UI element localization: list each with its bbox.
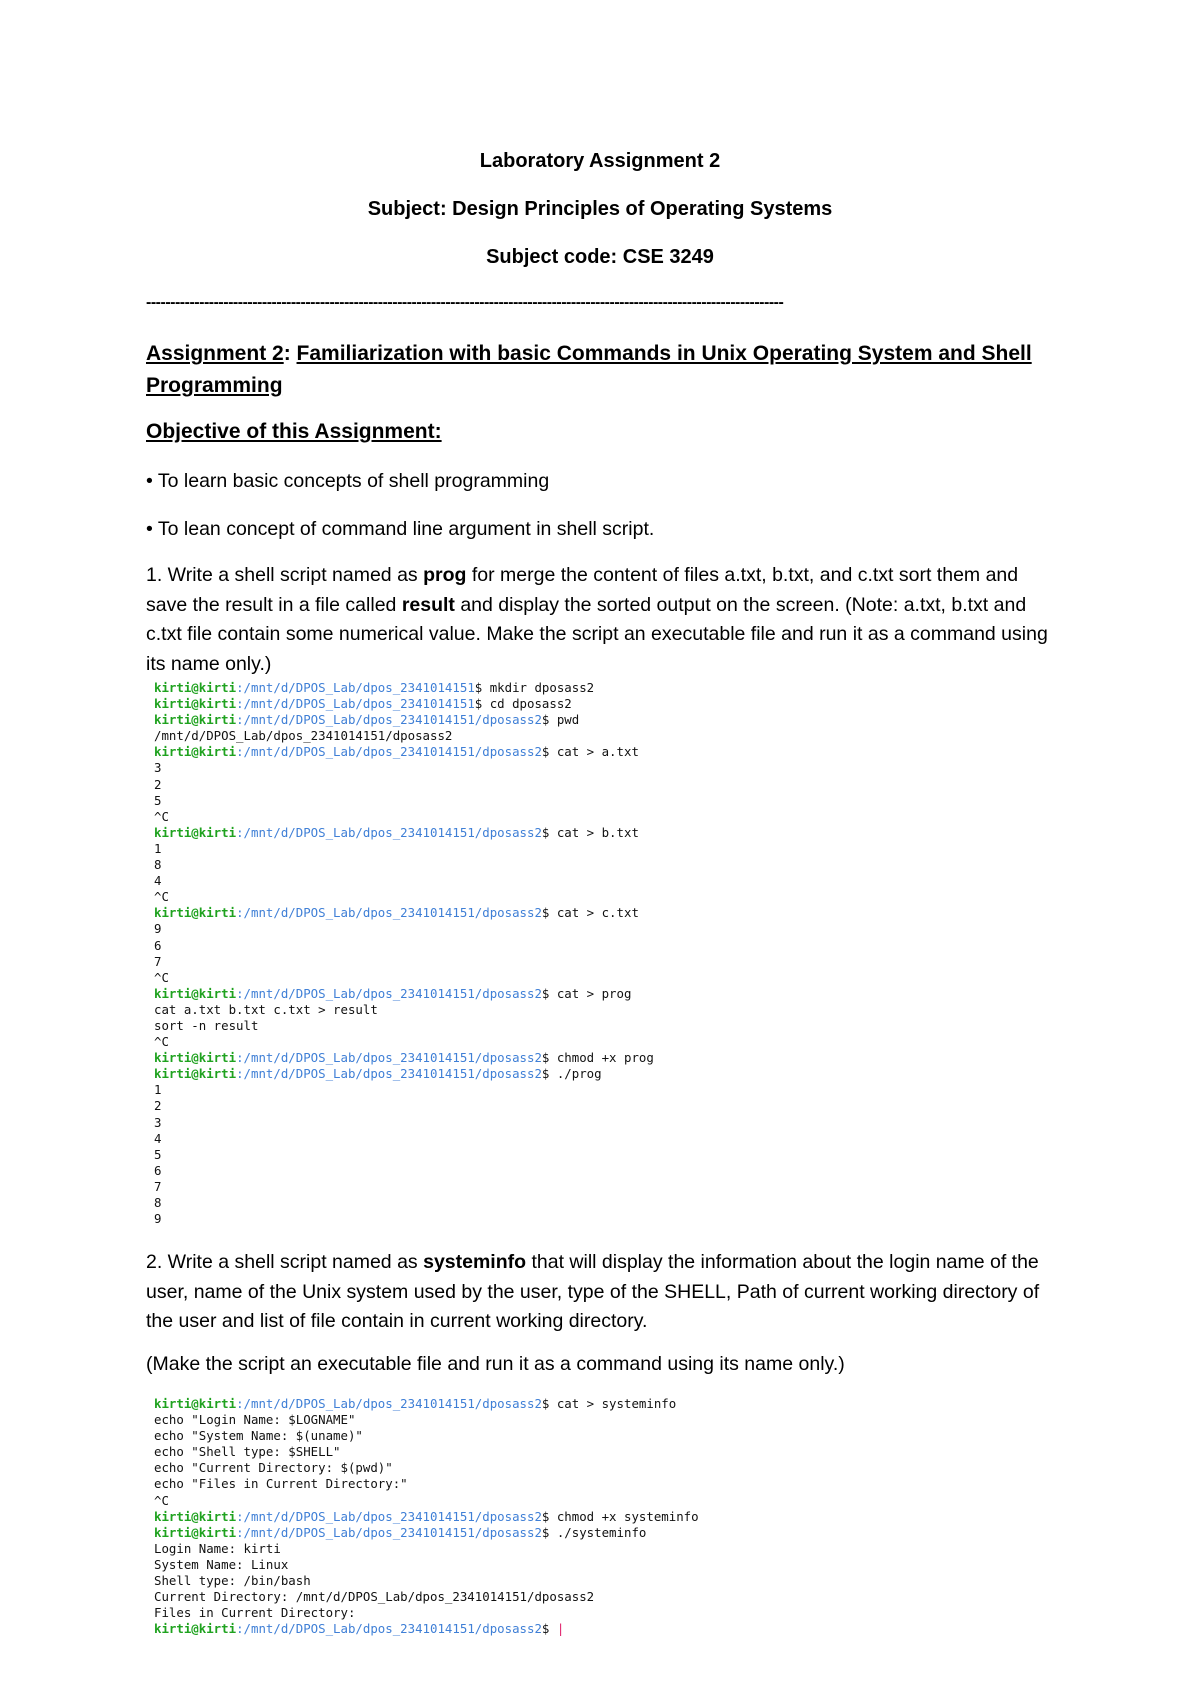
- terminal-output-line: sort -n result: [154, 1017, 259, 1033]
- command-text: $ ./prog: [541, 1066, 602, 1082]
- assignment-title-line2: Programming: [146, 374, 283, 397]
- terminal-output-line: Login Name: kirti: [154, 1540, 281, 1556]
- command-text: $ pwd: [541, 712, 580, 728]
- terminal-cursor: |: [556, 1621, 565, 1637]
- terminal-output-line: echo "Shell type: $SHELL": [154, 1444, 341, 1460]
- q1-text-post: and display the sorted output on the screen. (Note: a.txt, b.txt and c.txt file contain some numerical value. Make the script an executable file and run it as a command using its name only.): [146, 593, 1048, 675]
- q1-text-mid: for merge the content of files a.txt, b.txt, and c.txt sort them and save the result in a file called: [146, 564, 1019, 616]
- prompt-path: :/mnt/d/DPOS_Lab/dpos_2341014151/dposass2: [236, 1524, 542, 1540]
- terminal-output-line: 2: [154, 1098, 162, 1114]
- terminal-output-1: [154, 680, 654, 1227]
- prompt-user: kirti@kirti: [154, 905, 237, 921]
- command-text: $ cat > a.txt: [541, 744, 639, 760]
- terminal-output-line: 6: [154, 937, 162, 953]
- command-text: $ cat > b.txt: [541, 824, 639, 840]
- terminal-output-line: 1: [154, 1082, 162, 1098]
- terminal-output-line: 5: [154, 1146, 162, 1162]
- prompt-path: :/mnt/d/DPOS_Lab/dpos_2341014151/dposass2: [236, 1396, 542, 1411]
- q2-text-pre: 2. Write a shell script named as: [146, 1251, 424, 1273]
- question-2-note: (Make the script an executable file and run it as a command using its name only.): [146, 1353, 845, 1375]
- command-text: $ cat > prog: [541, 985, 632, 1001]
- terminal-output-line: Current Directory: /mnt/d/DPOS_Lab/dpos_2341014151/dposass2: [154, 1589, 595, 1605]
- command-text: $ cat > systeminfo: [541, 1396, 677, 1411]
- prompt-path: :/mnt/d/DPOS_Lab/dpos_2341014151/dposass2: [236, 1508, 542, 1524]
- terminal-output-2: [154, 1396, 699, 1637]
- terminal-prompt-line: [154, 1509, 699, 1525]
- terminal-prompt-line: [154, 712, 654, 728]
- terminal-output-line: 5: [154, 792, 162, 808]
- prompt-user: kirti@kirti: [154, 744, 237, 760]
- terminal-output-line: 8: [154, 857, 162, 873]
- terminal-output-line: echo "Files in Current Directory:": [154, 1476, 408, 1492]
- assignment-sep: :: [283, 342, 297, 365]
- assignment-title-line1: Familiarization with basic Commands in Unix Operating System and Shell: [296, 342, 1032, 365]
- prompt-path: :/mnt/d/DPOS_Lab/dpos_2341014151/dposass2: [236, 1066, 542, 1082]
- terminal-output-line: 7: [154, 953, 162, 969]
- q1-bold-result: result: [401, 593, 455, 616]
- prompt-user: kirti@kirti: [154, 1524, 237, 1540]
- terminal-output-line: 9: [154, 921, 162, 937]
- prompt-user: kirti@kirti: [154, 1396, 237, 1411]
- terminal-output-line: Shell type: /bin/bash: [154, 1573, 311, 1589]
- terminal-output-line: ^C: [154, 808, 169, 824]
- objective-heading: Objective of this Assignment:: [146, 420, 442, 443]
- prompt-path: :/mnt/d/DPOS_Lab/dpos_2341014151/dposass2: [236, 712, 542, 728]
- prompt-user: kirti@kirti: [154, 1621, 237, 1637]
- prompt-path: :/mnt/d/DPOS_Lab/dpos_2341014151/dposass2: [236, 905, 542, 921]
- terminal-prompt-line: [154, 680, 654, 696]
- terminal-prompt-line: [154, 1525, 699, 1541]
- prompt-user: kirti@kirti: [154, 696, 237, 712]
- terminal-output-line: Files in Current Directory:: [154, 1605, 356, 1621]
- terminal-output-line: System Name: Linux: [154, 1556, 289, 1572]
- command-text: $ ./systeminfo: [541, 1524, 647, 1540]
- command-text: $ chmod +x prog: [541, 1050, 654, 1066]
- question-1: [146, 561, 1056, 679]
- terminal-prompt-line: [154, 1396, 699, 1412]
- command-text: $ cat > c.txt: [541, 905, 639, 921]
- terminal-output-line: 3: [154, 760, 162, 776]
- terminal-output-line: 4: [154, 873, 162, 889]
- terminal-prompt-line: [154, 986, 654, 1002]
- prompt-user: kirti@kirti: [154, 1066, 237, 1082]
- prompt-user: kirti@kirti: [154, 985, 237, 1001]
- terminal-output-line: 4: [154, 1130, 162, 1146]
- prompt-path: :/mnt/d/DPOS_Lab/dpos_2341014151/dposass2: [236, 824, 542, 840]
- command-text: $ chmod +x systeminfo: [541, 1508, 699, 1524]
- prompt-user: kirti@kirti: [154, 824, 237, 840]
- terminal-prompt-line: [154, 825, 654, 841]
- command-text: $: [541, 1621, 557, 1637]
- prompt-user: kirti@kirti: [154, 712, 237, 728]
- q1-bold-prog: prog: [423, 564, 467, 586]
- terminal-output-line: 1: [154, 840, 162, 856]
- prompt-user: kirti@kirti: [154, 1508, 237, 1524]
- terminal-output-line: ^C: [154, 889, 169, 905]
- subject-code: Subject code: CSE 3249: [486, 246, 714, 268]
- assignment-label: Assignment 2: [146, 342, 284, 365]
- terminal-prompt-line: [154, 1621, 699, 1637]
- objective-bullet-2: • To lean concept of command line argument in shell script.: [146, 518, 655, 540]
- terminal-output-line: ^C: [154, 1034, 169, 1050]
- terminal-output-line: 7: [154, 1178, 162, 1194]
- prompt-path: :/mnt/d/DPOS_Lab/dpos_2341014151: [236, 680, 475, 695]
- terminal-output-line: ^C: [154, 1492, 169, 1508]
- prompt-path: :/mnt/d/DPOS_Lab/dpos_2341014151: [236, 696, 475, 712]
- prompt-user: kirti@kirti: [154, 680, 237, 695]
- document-title: Laboratory Assignment 2: [479, 150, 721, 172]
- dashed-divider: ------------------------------------------------------------------------------------------------------------------------------------: [146, 296, 784, 310]
- terminal-prompt-line: [154, 696, 654, 712]
- terminal-output-line: echo "Login Name: $LOGNAME": [154, 1412, 356, 1428]
- prompt-path: :/mnt/d/DPOS_Lab/dpos_2341014151/dposass2: [236, 1050, 542, 1066]
- terminal-prompt-line: [154, 905, 654, 921]
- terminal-output-line: 3: [154, 1114, 162, 1130]
- subject-line: Subject: Design Principles of Operating Systems: [367, 198, 833, 220]
- terminal-output-line: 2: [154, 776, 162, 792]
- terminal-output-line: 6: [154, 1162, 162, 1178]
- command-text: $ mkdir dposass2: [474, 680, 595, 695]
- terminal-prompt-line: [154, 1050, 654, 1066]
- q2-bold-systeminfo: systeminfo: [423, 1251, 527, 1273]
- terminal-prompt-line: [154, 1066, 654, 1082]
- terminal-output-line: 8: [154, 1195, 162, 1210]
- q1-text-pre: 1. Write a shell script named as: [146, 564, 424, 586]
- prompt-path: :/mnt/d/DPOS_Lab/dpos_2341014151/dposass2: [236, 985, 542, 1001]
- assignment-title: [146, 338, 1046, 402]
- prompt-path: :/mnt/d/DPOS_Lab/dpos_2341014151/dposass2: [236, 1621, 542, 1637]
- objective-bullet-1: • To learn basic concepts of shell programming: [146, 470, 550, 492]
- q2-text-post: that will display the information about the login name of the user, name of the Unix system used by the user, type of the SHELL, Path of current working directory of the user and list of file contain in current working directory.: [146, 1251, 1040, 1332]
- command-text: $ cd dposass2: [474, 696, 572, 712]
- terminal-output-line: echo "System Name: $(uname)": [154, 1428, 363, 1444]
- terminal-prompt-line: [154, 744, 654, 760]
- terminal-output-line: /mnt/d/DPOS_Lab/dpos_2341014151/dposass2: [154, 728, 453, 744]
- terminal-output-line: 9: [154, 1211, 162, 1227]
- terminal-output-line: cat a.txt b.txt c.txt > result: [154, 1001, 378, 1017]
- terminal-output-line: ^C: [154, 969, 169, 985]
- question-2: [146, 1248, 1056, 1337]
- prompt-user: kirti@kirti: [154, 1050, 237, 1066]
- prompt-path: :/mnt/d/DPOS_Lab/dpos_2341014151/dposass2: [236, 744, 542, 760]
- terminal-output-line: echo "Current Directory: $(pwd)": [154, 1460, 393, 1476]
